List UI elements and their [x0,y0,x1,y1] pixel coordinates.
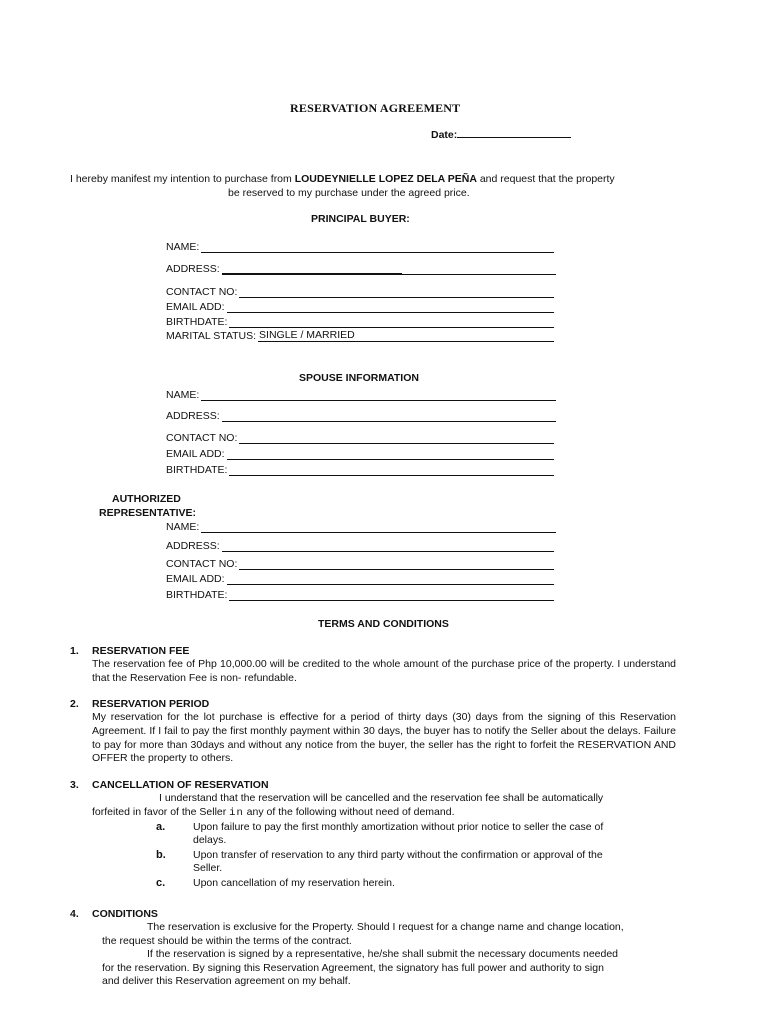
term-4-para-1-line-1: The reservation is exclusive for the Property. Should I request for a change name and change location, [147,921,624,933]
rep-name-field[interactable] [166,519,556,533]
spouse-birthdate-line[interactable] [229,464,554,476]
buyer-address-line[interactable] [402,263,556,275]
buyer-birthdate-label: BIRTHDATE: [166,316,228,328]
term-3-heading: CANCELLATION OF RESERVATION [92,779,269,791]
representative-heading-line-1: AUTHORIZED [112,493,181,505]
buyer-birthdate-line[interactable] [229,316,554,328]
buyer-name-line[interactable] [201,241,554,253]
date-input-line[interactable] [457,127,571,138]
rep-address-label: ADDRESS: [166,540,220,552]
intro-line-2: be reserved to my purchase under the agreed price. [228,187,470,199]
term-3-intro-b: in [229,807,244,819]
seller-name: LOUDEYNIELLE LOPEZ DELA PEÑA [294,173,477,185]
rep-name-line[interactable] [201,521,556,533]
spouse-address-label: ADDRESS: [166,410,220,422]
term-4-number: 4. [70,908,79,920]
rep-name-label: NAME: [166,521,200,533]
buyer-contact-label: CONTACT NO: [166,286,238,298]
rep-email-label: EMAIL ADD: [166,573,225,585]
buyer-email-field[interactable] [166,299,554,313]
intro-suffix: and request that the property [476,173,615,185]
buyer-address-field[interactable] [166,261,556,275]
term-3-item-c-line-1: Upon cancellation of my reservation herein. [193,877,395,889]
buyer-marital-label: MARITAL STATUS: [166,330,257,342]
rep-contact-field[interactable] [166,556,554,570]
term-1-text: The reservation fee of Php 10,000.00 will be credited to the whole amount of the purchase price of the property. I understand that the Reservation Fee is non- refundable. [92,658,676,684]
principal-buyer-heading: PRINCIPAL BUYER: [311,213,410,225]
spouse-birthdate-label: BIRTHDATE: [166,464,228,476]
buyer-marital-line[interactable] [356,330,554,342]
document-title: RESERVATION AGREEMENT [290,101,461,115]
rep-contact-line[interactable] [239,558,554,570]
term-3-item-b-line-2: Seller. [193,862,223,874]
term-3-intro-c: any of the following without need of demand. [243,806,455,818]
rep-email-field[interactable] [166,571,554,585]
date-field [431,127,571,141]
rep-birthdate-label: BIRTHDATE: [166,589,228,601]
term-1-number: 1. [70,645,79,657]
spouse-contact-field[interactable] [166,430,554,444]
spouse-contact-line[interactable] [239,432,554,444]
term-2-heading: RESERVATION PERIOD [92,698,210,710]
term-4-heading: CONDITIONS [92,908,158,920]
term-2-text: My reservation for the lot purchase is effective for a period of thirty days (30) days from the signing of this Reservation Agreement. If I fail to pay the first monthly payment within 30 days, the buyer has to notify the Seller about the delays. Failure to pay for more than 30days and without any notice from the buyer, the seller has the right to forfeit the RESERVATION AND OFFER the property to others. [92,711,676,765]
spouse-birthdate-field[interactable] [166,462,554,476]
spouse-email-label: EMAIL ADD: [166,448,225,460]
spouse-name-label: NAME: [166,389,200,401]
term-4-para-1-line-2: the request should be within the terms of the contract. [102,935,352,947]
buyer-contact-line[interactable] [239,286,554,298]
buyer-name-field[interactable] [166,239,554,253]
terms-heading: TERMS AND CONDITIONS [318,618,449,630]
spouse-address-line[interactable] [222,410,556,422]
term-3-item-a-line-1: Upon failure to pay the first monthly amortization without prior notice to seller the case of [193,821,604,833]
date-label: Date: [431,129,458,141]
buyer-email-line[interactable] [227,301,554,313]
rep-address-field[interactable] [166,538,554,552]
buyer-birthdate-field[interactable] [166,314,554,328]
rep-address-line[interactable] [222,540,554,552]
buyer-email-label: EMAIL ADD: [166,301,225,313]
buyer-address-line-bold[interactable] [222,262,402,275]
term-3-item-a-line-2: delays. [193,834,227,846]
buyer-marital-field[interactable] [166,328,554,342]
buyer-contact-field[interactable] [166,284,554,298]
spouse-name-line[interactable] [201,389,556,401]
term-3-intro-line-1: I understand that the reservation will be cancelled and the reservation fee shall be automatically [159,792,604,804]
term-4-para-2-line-2: for the reservation. By signing this Reservation Agreement, the signatory has full power and authority to sign [102,962,604,974]
spouse-address-field[interactable] [166,408,556,422]
spouse-name-field[interactable] [166,387,556,401]
rep-email-line[interactable] [227,573,554,585]
term-2-number: 2. [70,698,79,710]
term-3-item-b-line-1: Upon transfer of reservation to any third party without the confirmation or approval of the [193,849,603,861]
term-4-para-2-line-3: and deliver this Reservation agreement on my behalf. [102,975,351,987]
spouse-email-field[interactable] [166,446,554,460]
term-3-intro-line-2 [92,806,455,819]
spouse-contact-label: CONTACT NO: [166,432,238,444]
term-3-intro-a: forfeited in favor of the Seller [92,806,230,818]
rep-contact-label: CONTACT NO: [166,558,238,570]
term-1-heading: RESERVATION FEE [92,645,190,657]
buyer-name-label: NAME: [166,241,200,253]
term-3-number: 3. [70,779,79,791]
term-3-item-a-letter: a. [156,821,166,833]
marital-status-options[interactable]: SINGLE / MARRIED [259,329,355,341]
intro-line-1 [70,173,615,185]
rep-birthdate-field[interactable] [166,587,554,601]
term-4-para-2-line-1: If the reservation is signed by a representative, he/she shall submit the necessary documents needed [147,948,619,960]
term-3-item-b-letter: b. [156,849,166,861]
buyer-address-label: ADDRESS: [166,263,220,275]
intro-prefix: I hereby manifest my intention to purchase from [70,173,295,185]
representative-heading-line-2: REPRESENTATIVE: [99,507,197,519]
rep-birthdate-line[interactable] [229,589,554,601]
spouse-heading: SPOUSE INFORMATION [299,372,419,384]
spouse-email-line[interactable] [227,448,554,460]
term-3-item-c-letter: c. [156,877,166,889]
